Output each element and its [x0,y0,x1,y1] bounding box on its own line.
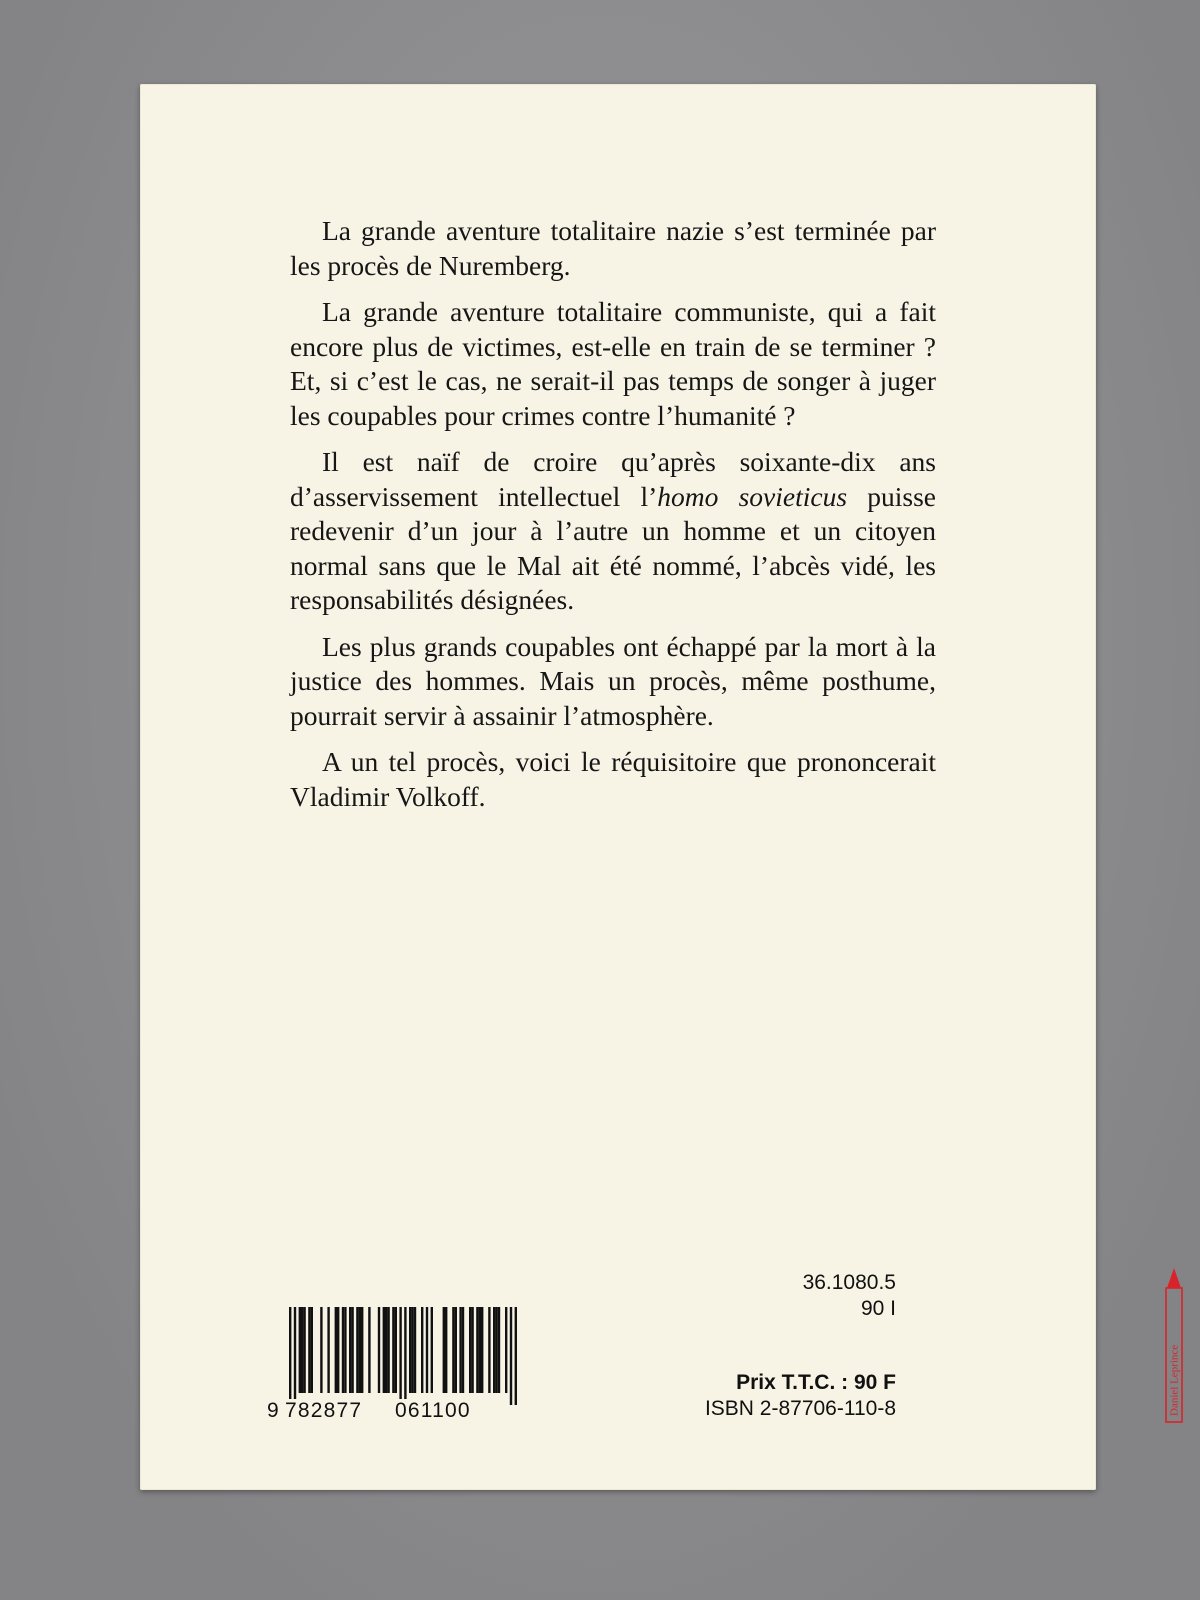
barcode-bar [471,1307,473,1393]
barcode-bar [459,1307,461,1393]
barcode-bar [349,1307,351,1393]
barcode-bar [294,1307,296,1405]
barcode-bar [387,1307,389,1393]
barcode-bar [493,1307,495,1393]
barcode-bar [342,1307,344,1393]
barcode-bar [361,1307,363,1393]
barcode-bar [385,1307,387,1393]
blurb-text [290,214,936,826]
barcode-bar [301,1307,303,1393]
barcode-bar [320,1307,322,1393]
blurb-paragraph-2: La grande aventure totalitaire communiste, qui a fait encore plus de victimes, est-elle en train de se terminer ? Et, si c’est le cas, ne serait-il pas temps de songer à juger les coupables pour crimes contre l’humanité ? [290,296,936,431]
barcode-digits [267,1399,471,1423]
logo-text: Daniel Leprince [1168,1344,1181,1416]
blurb-paragraph-5: A un tel procès, voici le réquisitoire que prononcerait Vladimir Volkoff. [290,746,936,812]
barcode-bar [409,1307,411,1393]
reference-codes [803,1270,896,1322]
barcode-bar [395,1307,397,1393]
barcode-digit-first: 9 [267,1399,280,1422]
barcode-bar [455,1307,457,1393]
barcode-bar [411,1307,413,1393]
barcode-bar [510,1307,512,1405]
barcode-bar [392,1307,394,1393]
barcode-bar [414,1307,416,1393]
barcode-bar [327,1307,329,1393]
barcode-bar [359,1307,361,1393]
blurb-paragraph-3-end: puisse redevenir d’un jour à l’autre un homme et un citoyen normal sans que le Mal ait été nommé, l’abcès vidé, les responsabilités désignées. [290,480,936,615]
barcode-bar [311,1307,313,1393]
barcode-bar [498,1307,500,1393]
barcode-bar [421,1307,423,1393]
barcode-bar [399,1307,401,1405]
blurb-italic-term: homo sovieticus [657,480,848,512]
blurb-paragraph-1: La grande aventure totalitaire nazie s’est terminée par les procès de Nuremberg. [290,215,936,281]
barcode-bar [452,1307,454,1393]
barcode-group-right: 061100 [395,1399,471,1422]
back-cover [140,84,1181,1490]
barcode-bar [337,1307,339,1393]
barcode-bar [303,1307,305,1393]
barcode-bar [505,1307,507,1393]
barcode-bar [368,1307,370,1393]
barcode-bar [476,1307,478,1393]
barcode-group-left: 782877 [285,1399,363,1422]
barcode [267,1307,517,1407]
barcode-bar [515,1307,517,1405]
barcode-bar [404,1307,406,1405]
barcode-bar [351,1307,353,1393]
barcode-bar [378,1307,380,1393]
barcode-bar [443,1307,445,1393]
price-label: Prix T.T.C. : 90 F [736,1371,896,1394]
barcode-bar [445,1307,447,1393]
barcode-bar [479,1307,481,1393]
barcode-bar [344,1307,346,1393]
barcode-bar [356,1307,358,1393]
barcode-bar [488,1307,490,1393]
blurb-paragraph-3 [290,445,936,618]
barcode-bar [299,1307,301,1393]
barcode-bar [495,1307,497,1393]
barcode-bar [431,1307,433,1393]
barcode-bar [426,1307,428,1393]
logo-pencil-tip [1167,1268,1181,1288]
barcode-bar [462,1307,464,1393]
publisher-logo [1161,1266,1187,1426]
reference-code-1: 36.1080.5 [802,1271,896,1294]
barcode-bars [267,1307,517,1407]
barcode-bar [335,1307,337,1393]
barcode-bar [289,1307,291,1405]
barcode-bar [383,1307,385,1393]
barcode-bar [308,1307,310,1393]
blurb-paragraph-3-start: Il est naïf de croire qu’après soixante-dix ans d’asservissement intellectuel l’ [290,446,936,512]
reference-code-2: 90 I [860,1297,896,1320]
isbn-label: ISBN 2-87706-110-8 [704,1397,896,1420]
price-block [705,1370,896,1422]
barcode-bar [469,1307,471,1393]
blurb-paragraph-4: Les plus grands coupables ont échappé par la mort à la justice des hommes. Mais un procès, même posthume, pourrait servir à assainir l’atmosphère. [290,630,936,731]
barcode-bar [481,1307,483,1393]
